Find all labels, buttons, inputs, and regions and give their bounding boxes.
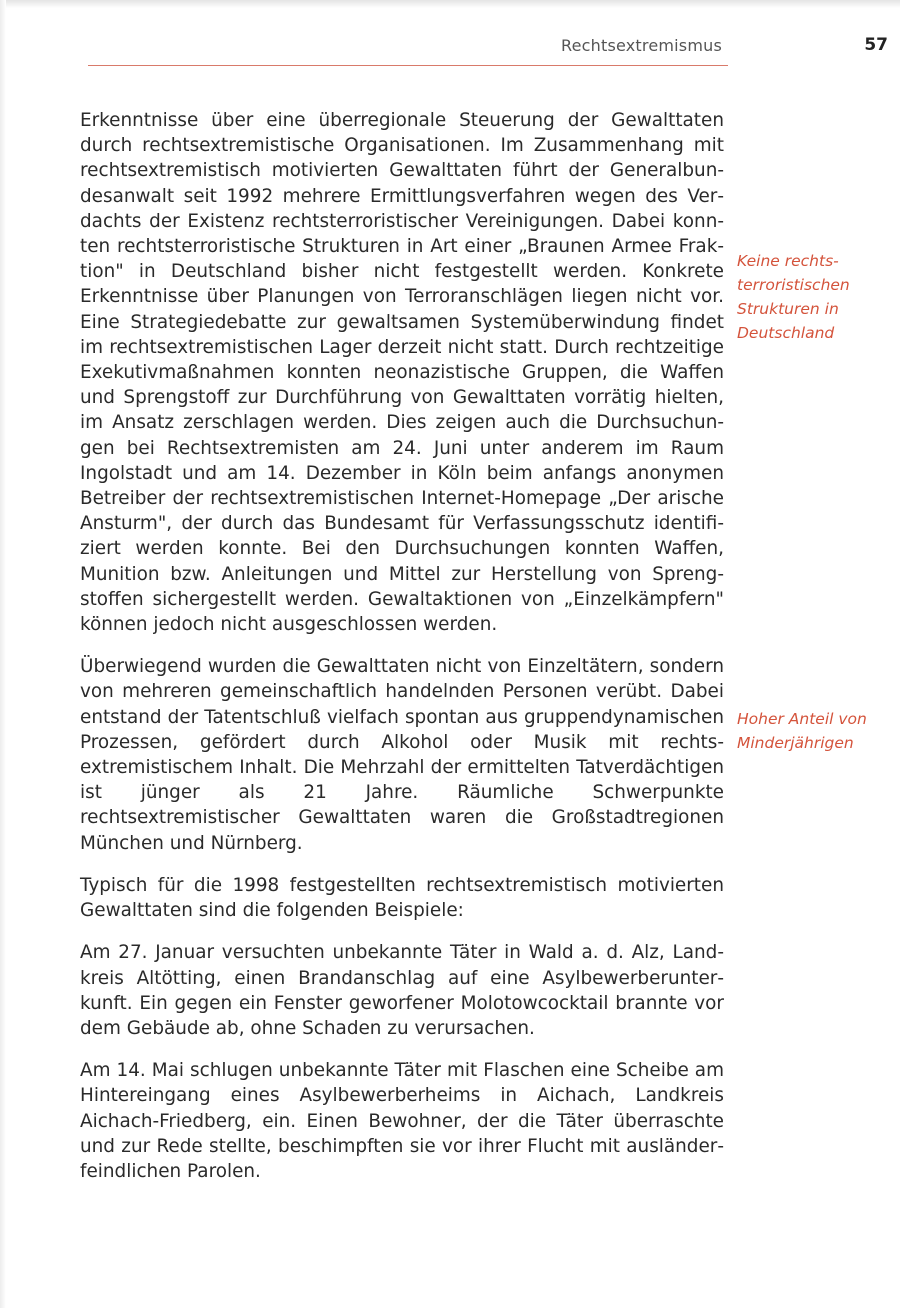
running-header <box>0 36 900 66</box>
margin-note-terror-structures: Keine rechtsterroristischen Strukturen in Deutschland <box>737 252 850 342</box>
paragraph-examples-intro: Typisch für die 1998 festgestellten rechtsextremistisch motivierten Gewalttaten sind die folgenden Beispiele: <box>80 874 724 922</box>
paragraph-group-offenders: Überwiegend wurden die Gewalttaten nicht von Einzeltätern, sondern von mehreren gemeinschaftlich handelnden Personen verübt. Dabei entstand der Tatentschluß vielfach spontan aus gruppendynamischen Prozessen, gefördert durch Alkohol oder Musik mit rechtsextremistischem Inhalt. Die Mehrzahl der ermittelten Tatverdächtigen ist jünger als 21 Jahre. Räumliche Schwerpunkte rechtsextremistischer Gewalttaten waren die Großstadtregionen München und Nürnberg. <box>80 656 724 854</box>
paragraph-example-aichach: Am 14. Mai schlugen unbekannte Täter mit Flaschen eine Scheibe am Hintereingang eines Asylbewerberheims in Aichach, Landkreis Aichach-Friedberg, ein. Einen Bewohner, der die Täter überraschte und zur Rede stellte, beschimpften sie vor ihrer Flucht mit ausländerfeindlichen Parolen. <box>80 1060 724 1182</box>
page-left-edge <box>0 0 6 1308</box>
paragraph-example-wald: Am 27. Januar versuchten unbekannte Täter in Wald a. d. Alz, Landkreis Altötting, einen Brandanschlag auf eine Asylbewerberunterkunft. Ein gegen ein Fenster geworfener Molotowcocktail brannte vor dem Gebäude ab, ohne Schaden zu verursachen. <box>80 942 724 1039</box>
section-title: Rechtsextremismus <box>561 36 722 55</box>
header-rule <box>88 65 728 66</box>
margin-note-minors: Hoher Anteil von Minderjährigen <box>737 710 867 752</box>
page-number: 57 <box>864 35 888 55</box>
page-top-edge <box>0 0 900 8</box>
paragraph-investigations: Erkenntnisse über eine überregionale Steuerung der Gewalttaten durch rechtsextremistische Organisationen. Im Zusammenhang mit rechtsextremistisch motivierten Gewalttaten führt der Generalbundesanwalt seit 1992 mehrere Ermittlungsverfahren wegen des Verdachts der Existenz rechtsterroristischer Vereinigungen. Dabei konnten rechtsterroristische Strukturen in Art einer „Braunen Armee Fraktion" in Deutschland bisher nicht festgestellt werden. Konkrete Erkenntnisse über Planungen von Terroranschlägen liegen nicht vor. Eine Strategiedebatte zur gewaltsamen Systemüberwindung findet im rechtsextremistischen Lager derzeit nicht statt. Durch rechtzeitige Exekutivmaßnahmen konnten neonazistische Gruppen, die Waffen und Sprengstoff zur Durchführung von Gewalttaten vorrätig hielten, im Ansatz zerschlagen werden. Dies zeigen auch die Durchsuchungen bei Rechtsextremisten am 24. Juni unter anderem im Raum Ingolstadt und am 14. Dezember in Köln beim anfangs anonymen Betreiber der rechtsextremistischen Internet-Homepage „Der arische Ansturm", der durch das Bundesamt für Verfassungsschutz identifiziert werden konnte. Bei den Durchsuchungen konnten Waffen, Munition bzw. Anleitungen und Mittel zur Herstellung von Sprengstoffen sichergestellt werden. Gewaltaktionen von „Einzelkämpfern" können jedoch nicht ausgeschlossen werden. <box>80 110 724 636</box>
body-text <box>80 108 724 1201</box>
